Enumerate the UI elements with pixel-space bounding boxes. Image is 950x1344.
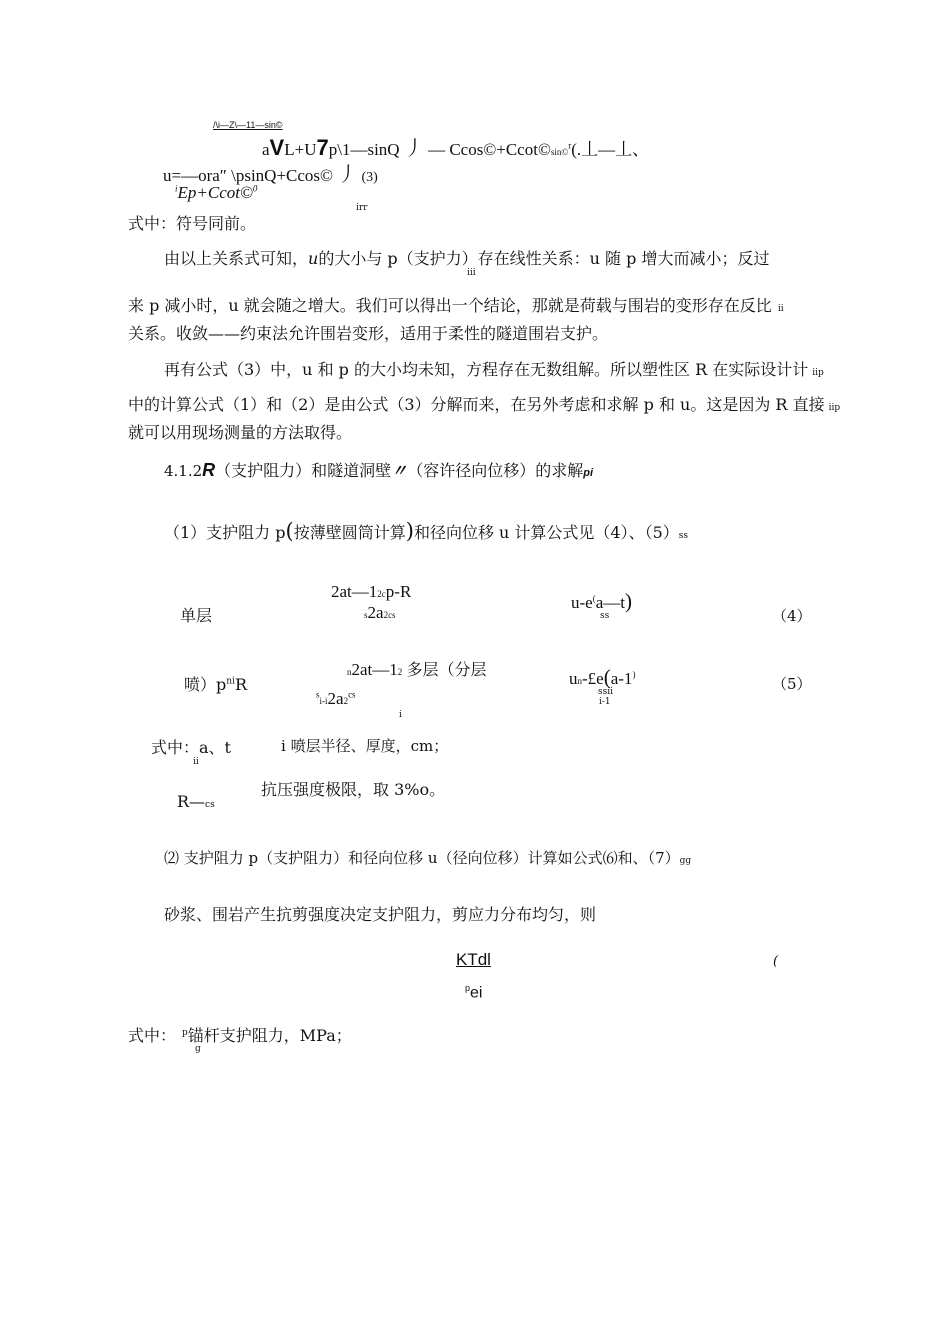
where1-description: i 喷层半径、厚度，cm； bbox=[281, 737, 449, 755]
p2-text-b: 的大小与 p（支护力）存在线性关系：u 随 p 增大而减小；反过 bbox=[318, 249, 770, 268]
eq5-num-text: 2at—1 bbox=[351, 660, 398, 679]
eq6-open-paren: ( bbox=[773, 954, 779, 969]
heading-number: 4.1.2 bbox=[164, 462, 203, 480]
heading-text-a: （支护阻力）和隧道洞壁 bbox=[215, 461, 392, 480]
where1-label: 式中：a、t bbox=[151, 738, 231, 757]
formula3-number: (3) bbox=[361, 170, 378, 185]
eq4-den-sub-s: s bbox=[364, 610, 368, 620]
eq5-u-expr3: a-1 bbox=[610, 669, 633, 688]
formula3-line2 bbox=[163, 165, 378, 185]
eq4-number: （4） bbox=[772, 607, 812, 625]
formula3-line1 bbox=[262, 137, 649, 159]
formula3-sin-sub: sin© bbox=[550, 147, 569, 157]
where3-anchor-resistance bbox=[128, 1028, 352, 1044]
heading-R: R bbox=[202, 460, 216, 480]
where3-sup-p: p bbox=[182, 1027, 188, 1038]
eq4-denominator bbox=[364, 604, 396, 621]
eq4-u-sub: ss bbox=[600, 611, 610, 621]
eq5-den-2: 2 bbox=[343, 696, 349, 706]
where1-sub: ii bbox=[193, 757, 199, 767]
formula3-irr: irr bbox=[356, 203, 368, 213]
eq5-u-sub-n: n bbox=[577, 676, 582, 686]
eq5-displacement bbox=[569, 667, 635, 688]
eq5-u-expr2: -£e bbox=[582, 669, 604, 688]
eq6-denominator bbox=[465, 984, 482, 1001]
eq5-number: （5） bbox=[772, 675, 812, 693]
paragraph-formula3-line3: 就可以用现场测量的方法取得。 bbox=[128, 423, 353, 442]
eq5-u: u bbox=[569, 669, 578, 688]
where2-description: 抗压强度极限，取 3%o。 bbox=[261, 780, 446, 799]
paragraph-linear-relation bbox=[164, 251, 769, 267]
item1-paren-open: ( bbox=[285, 519, 294, 543]
eq5-label-sup: ni bbox=[226, 676, 235, 687]
formula3-a: a bbox=[262, 140, 270, 159]
formula3-V: V bbox=[269, 135, 285, 160]
paragraph-symbols: 式中：符号同前。 bbox=[128, 214, 257, 233]
formula3-i: i bbox=[175, 183, 178, 194]
eq4-u-expr2: a—t bbox=[595, 593, 625, 612]
eq5-label-R: R bbox=[234, 675, 247, 694]
eq5-u-sub2: i-1 bbox=[599, 697, 611, 707]
item1-support-resistance bbox=[164, 521, 688, 542]
item1-text-b: 按薄壁圆筒计算 bbox=[293, 523, 406, 542]
eq4-u-sup: ( bbox=[592, 593, 596, 604]
formula3-J: 丿 bbox=[403, 138, 424, 160]
p4-line2-sub: iip bbox=[828, 403, 841, 413]
eq5-num-sub: 2 bbox=[397, 667, 403, 677]
p2-u: u bbox=[308, 249, 319, 268]
eq4-num-sub: 2c bbox=[377, 589, 386, 599]
eq5-den-s: s bbox=[316, 689, 320, 700]
paragraph-conclusion-line2: 关系。收敛——约束法允许围岩变形，适用于柔性的隧道围岩支护。 bbox=[128, 324, 609, 343]
item2-support-resistance bbox=[164, 851, 691, 866]
where2-label bbox=[177, 794, 215, 810]
p4-line1-text: 再有公式（3）中，u 和 p 的大小均未知，方程存在无数组解。所以塑性区 R 在实际设计计 bbox=[164, 360, 809, 379]
where3-text: 锚杆支护阻力，MPa； bbox=[187, 1026, 352, 1045]
formula3-7: 7 bbox=[316, 135, 329, 160]
eq5-num-multilayer: 多层（分层 bbox=[406, 662, 487, 679]
formula3-c: p\1—sinQ bbox=[328, 140, 400, 159]
eq4-num-b: p-R bbox=[385, 582, 412, 601]
p3-line1-sub: ii bbox=[777, 304, 784, 314]
heading-pi: pi bbox=[583, 467, 593, 479]
eq4-num-text: 2at—1 bbox=[331, 582, 378, 601]
formula3-u-expr: u=—ora″ \psinQ+Ccos© bbox=[163, 166, 333, 185]
eq5-denominator bbox=[316, 690, 356, 707]
item2-text: ⑵ 支护阻力 p（支护阻力）和径向位移 u（径向位移）计算如公式⑹和、（7） bbox=[164, 849, 680, 867]
eq4-den-sub: 2cs bbox=[383, 610, 396, 620]
eq4-numerator bbox=[331, 583, 411, 600]
item1-sub: ss bbox=[678, 531, 689, 541]
p4-line2-text: 中的计算公式（1）和（2）是由公式（3）分解而来，在另外考虑和求解 p 和 u。这是因为 R 直接 bbox=[128, 395, 825, 414]
p4-line1-sub: iip bbox=[812, 368, 824, 378]
eq5-u-sub1: ssii bbox=[598, 687, 613, 697]
paragraph-formula3-line2 bbox=[128, 397, 840, 413]
eq6-den-sup: p bbox=[465, 983, 471, 993]
formula3-top-fragment: /\i—Z\—11—sin© bbox=[213, 120, 283, 130]
heading-mark: 〃 bbox=[391, 461, 408, 480]
section-heading-4-1-2 bbox=[164, 461, 593, 479]
eq5-numerator bbox=[347, 661, 487, 679]
where2-sub: cs bbox=[205, 800, 215, 810]
eq5-den-text: 2a bbox=[327, 689, 344, 708]
eq4-u-paren: ) bbox=[625, 589, 632, 613]
item1-text-a: （1）支护阻力 p bbox=[164, 523, 286, 542]
p2-text-a: 由以上关系式可知， bbox=[164, 249, 309, 268]
paragraph-formula3-line1 bbox=[164, 362, 824, 378]
where2-label-text: R— bbox=[177, 792, 206, 811]
formula3-sup0: 0 bbox=[252, 183, 258, 194]
p3-line1-text: 来 p 减小时，u 就会随之增大。我们可以得出一个结论，那就是荷载与围岩的变形存在反比 bbox=[128, 296, 772, 315]
eq5-den-sup: cs bbox=[348, 689, 356, 700]
eq6-den-text: ei bbox=[470, 984, 483, 1002]
p2-sub-iii: iii bbox=[467, 268, 476, 278]
paragraph-conclusion-line1 bbox=[128, 298, 784, 314]
where3-sub-g: g bbox=[195, 1044, 201, 1054]
eq4-u-expr: u-e bbox=[571, 593, 593, 612]
eq5-u-close: ) bbox=[632, 669, 636, 680]
eq5-den-sub-i: i-i bbox=[319, 696, 328, 706]
eq4-label: 单层 bbox=[180, 606, 213, 625]
paragraph-mortar-shear: 砂浆、围岩产生抗剪强度决定支护阻力，剪应力分布均匀，则 bbox=[164, 905, 597, 924]
formula3-r: r bbox=[568, 140, 572, 151]
eq4-displacement bbox=[571, 591, 632, 612]
eq5-u-paren: ( bbox=[603, 665, 611, 689]
formula3-d: — Ccos©+Ccot© bbox=[428, 140, 551, 159]
eq5-num-sub-n: n bbox=[347, 667, 352, 677]
eq4-den-text: 2a bbox=[367, 603, 384, 622]
heading-text-b: （容许径向位移）的求解 bbox=[407, 461, 584, 480]
item1-text-c: 和径向位移 u 计算公式见（4）、（5） bbox=[413, 523, 679, 542]
eq5-label-text: 喷）p bbox=[184, 675, 227, 694]
eq6-numerator: KTdl bbox=[456, 950, 491, 969]
item2-sub: gg bbox=[679, 856, 692, 866]
eq5-den-i: i bbox=[399, 710, 402, 720]
formula3-line3 bbox=[175, 184, 257, 201]
formula3-b: L+U bbox=[284, 140, 317, 159]
item1-paren-close: ) bbox=[405, 519, 414, 543]
formula3-ep: Ep+Ccot© bbox=[177, 183, 253, 202]
eq5-label bbox=[184, 677, 247, 693]
formula3-e: (.丄—丄、 bbox=[571, 140, 650, 159]
where3-label: 式中： bbox=[128, 1026, 177, 1045]
formula3-J2: 丿 bbox=[337, 164, 358, 186]
